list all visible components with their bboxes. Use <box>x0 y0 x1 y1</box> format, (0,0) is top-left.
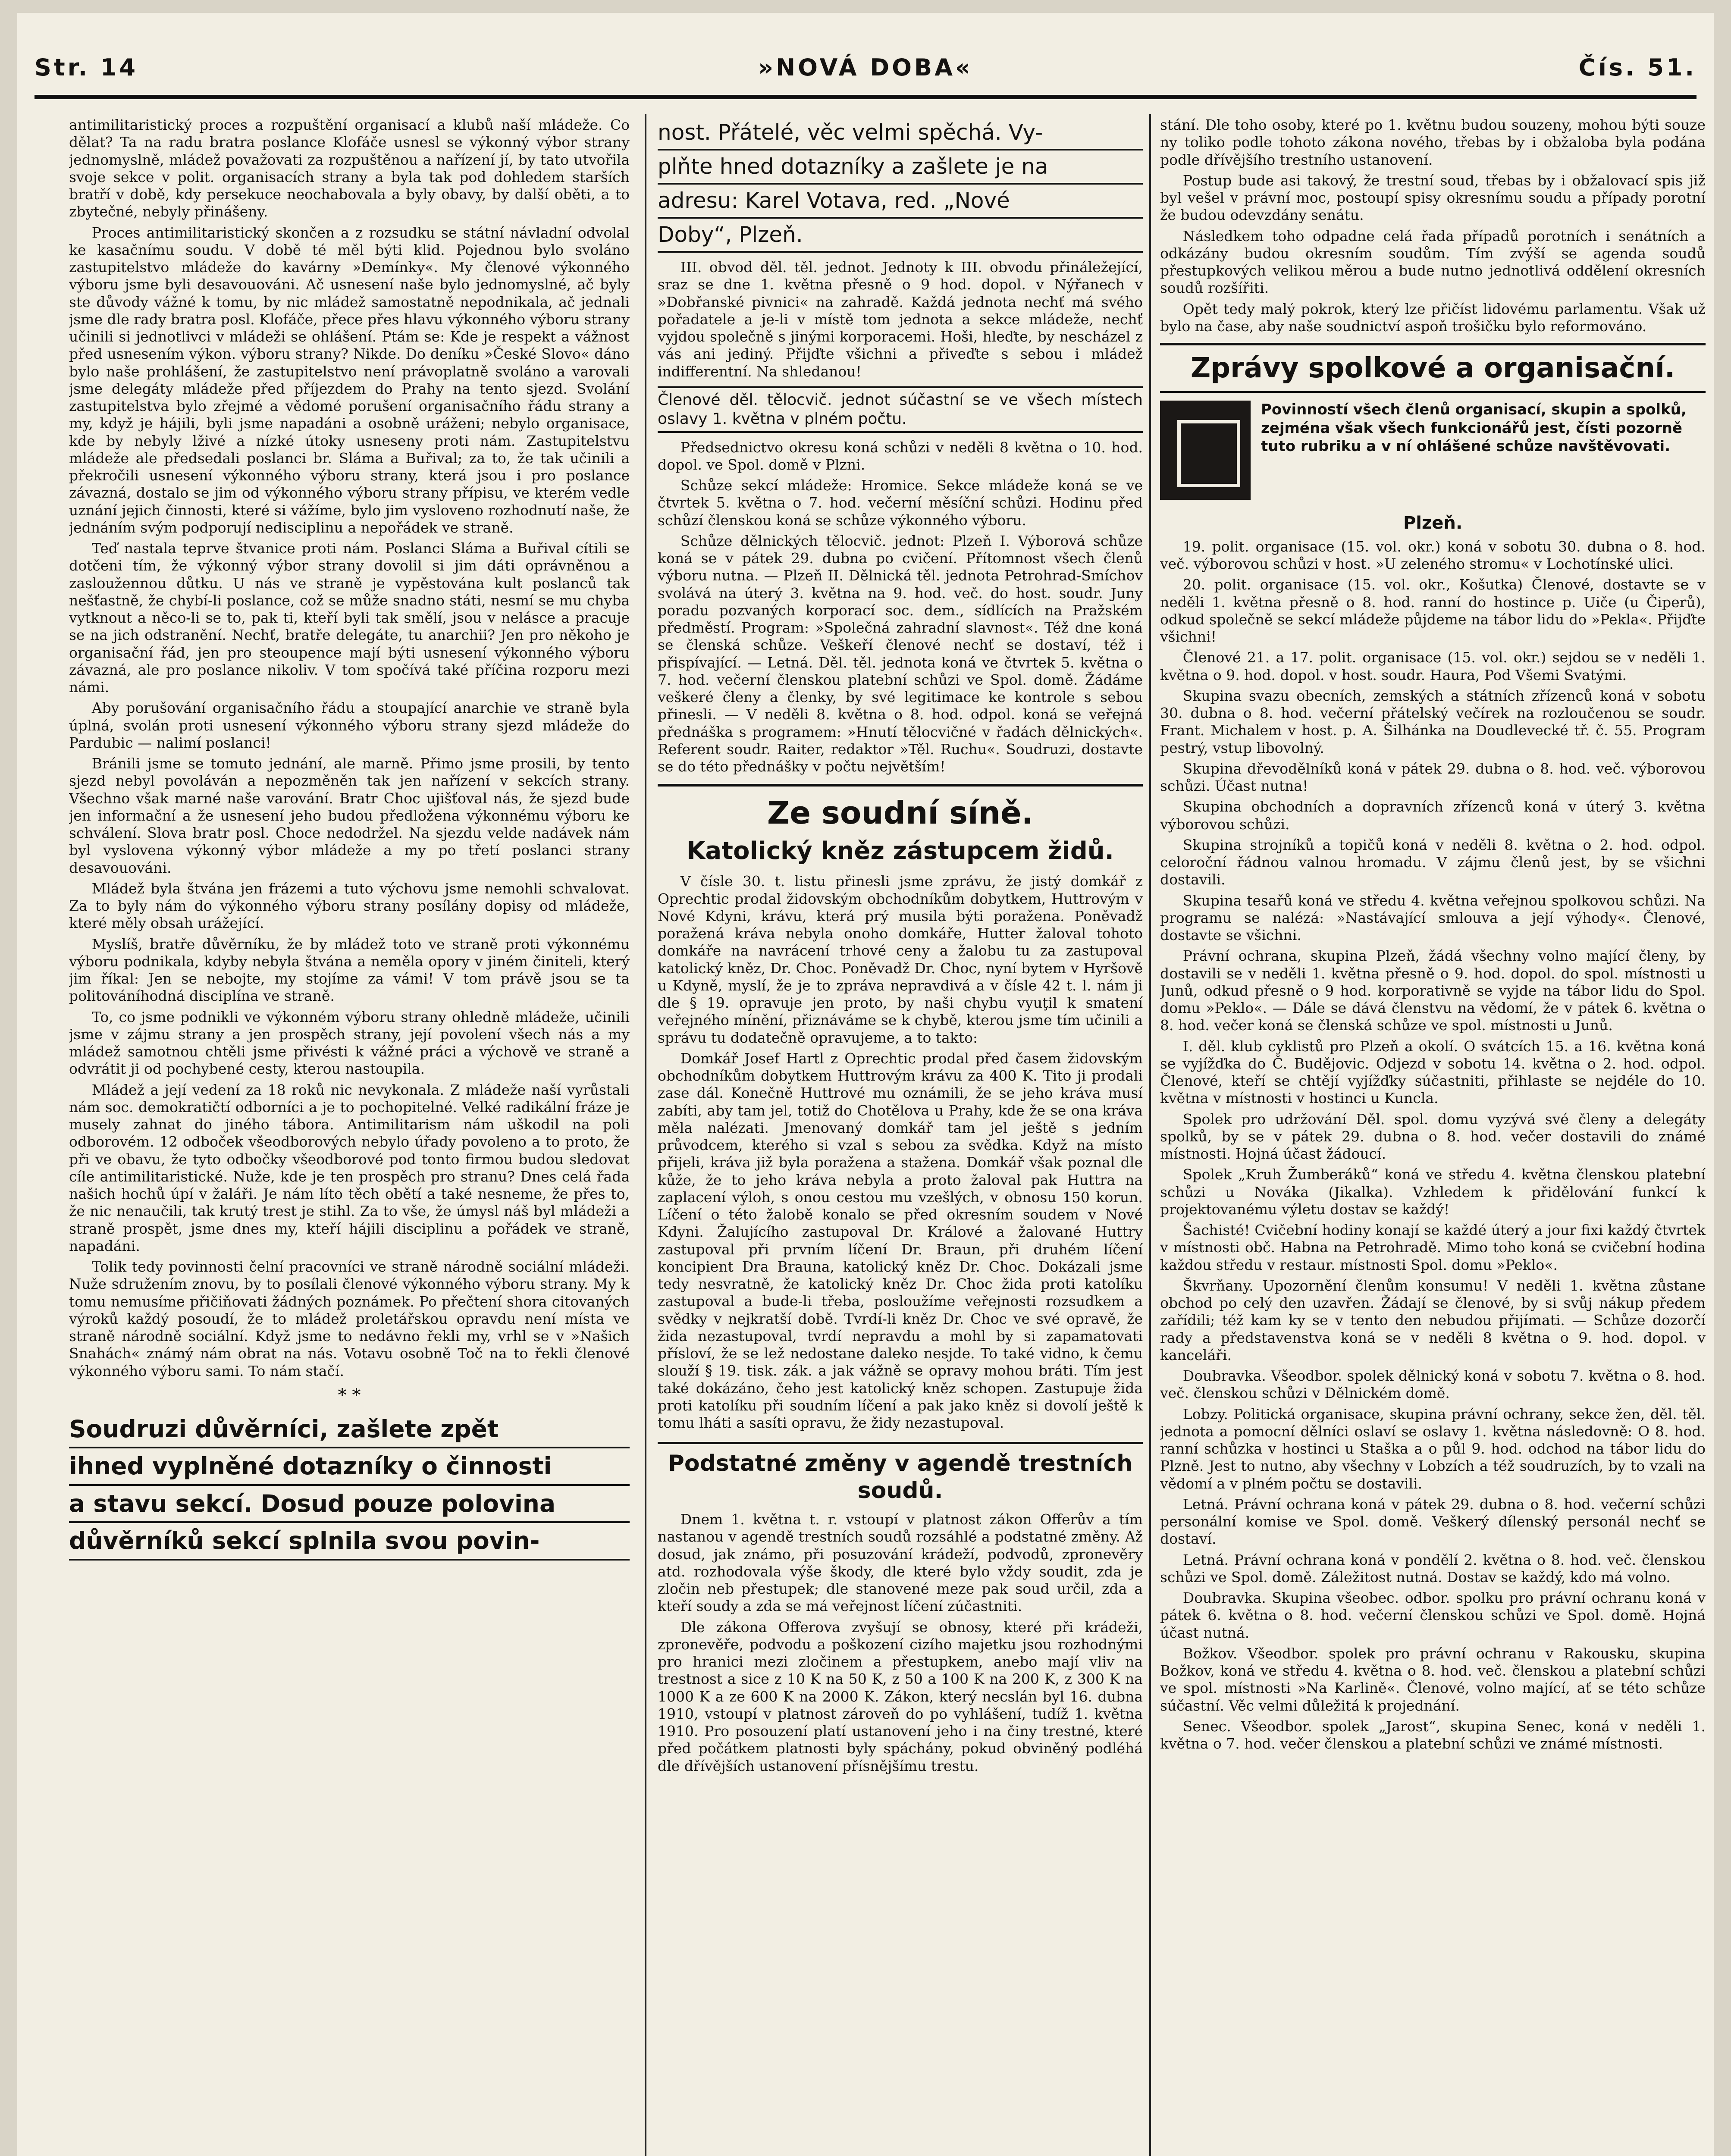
appeal-notice <box>69 1411 630 1561</box>
announcement: Členové 21. a 17. polit. organisace (15. vol. okr.) sejdou se v neděli 1. května o 9. hod. dopol. v host. soudr. Haura, Pod Všemi Svatými. <box>1160 649 1706 683</box>
appeal-notice-continued <box>658 116 1143 253</box>
column-2 <box>658 116 1143 2156</box>
announcement: Skupina tesařů koná ve středu 4. května veřejnou spolkovou schůzi. Na programu se nalézá: »Nastávající smlouva a její výhody«. Členové, dostavte se všichni. <box>1160 892 1706 944</box>
announcement: Skupina strojníků a topičů koná v neděli 8. května o 2. hod. odpol. celoroční řádnou valnou hromadu. V zájmu členů jest, by se všichni dostavili. <box>1160 836 1706 888</box>
appeal-line: ihned vyplněné dotazníky o činnosti <box>69 1448 630 1486</box>
boxed-notice: Členové děl. tělocvič. jednot súčastní se ve všech místech oslavy 1. května v plném počtu. <box>658 386 1143 433</box>
appeal-line: nost. Přátelé, věc velmi spěchá. Vy- <box>658 116 1143 150</box>
announcement: Schůze sekcí mládeže: Hromice. Sekce mládeže koná se ve čtvrtek 5. května o 7. hod. večerní měsíční schůzi. Hodinu před schůzí členskou koná se schůze výkonného výboru. <box>658 477 1143 529</box>
appeal-line: a stavu sekcí. Dosud pouze polovina <box>69 1486 630 1523</box>
header-rule <box>34 95 1697 99</box>
announcement: Senec. Všeodbor. spolek „Jarost“, skupina Senec, koná v neděli 1. května o 7. hod. večer členskou a platební schůzi ve známé místnosti. <box>1160 1717 1706 1752</box>
announcement: Skupina dřevodělníků koná v pátek 29. dubna o 8. hod. več. výborovou schůzi. Účast nutna! <box>1160 760 1706 795</box>
section-separator: * * <box>338 1385 361 1405</box>
article-title: Katolický kněz zástupcem židů. <box>687 837 1114 865</box>
paragraph: Myslíš, bratře důvěrníku, že by mládež toto ve straně proti výkonnému výboru podnikala, kdyby nebyla štvána a neměla opory v jiném činiteli, který jim říkal: Jen se nebojte, my stojíme za vámi! V tom právě jsou se ta politováníhodná disciplína ve straně. <box>69 935 630 1005</box>
section-intro <box>1160 401 1706 508</box>
column-divider <box>645 114 646 2156</box>
announcement: Letná. Právní ochrana koná v pátek 29. dubna o 8. hod. večerní schůzi personální komise ve Spol. domě. Veškerý dílenský personál nechť se dostaví. <box>1160 1495 1706 1548</box>
announcement: Doubravka. Všeodbor. spolek dělnický koná v sobotu 7. května o 8. hod. več. členskou schůzi v Dělnickém domě. <box>1160 1367 1706 1402</box>
article-title: Podstatné změny v agendě trestních soudů. <box>658 1442 1143 1504</box>
section-title: Ze soudní síně. <box>658 784 1143 832</box>
column-3 <box>1160 116 1706 2156</box>
paragraph: Následkem toho odpadne celá řada případů porotních i senátních a odkázány budou okresním soudům. Tím zvýší se agenda soudů přestupkových velikou měrou a bude nutno jednotlivá oddělení okresních soudů rozšířiti. <box>1160 227 1706 297</box>
page-number: Str. 14 <box>34 54 138 81</box>
announcement: 19. polit. organisace (15. vol. okr.) koná v sobotu 30. dubna o 8. hod. več. výborovou schůzi v host. »U zeleného stromu« v Lochotínské ulici. <box>1160 538 1706 573</box>
masthead: »NOVÁ DOBA« <box>758 54 973 81</box>
paragraph: Domkář Josef Hartl z Oprechtic prodal před časem židovským obchodníkům dobytkem Huttrovým krávu za 400 K. Tito ji prodali zase dál. Konečně Huttrové mu oznámili, že se jeho kráva musí zabíti, aby tam jel, totiž do Chotělova u Prahy, kde že se ona kráva měla nalézati. Jmenovaný domkář tam jel ještě s jedním průvodcem, kterého si vzal s sebou za svědka. Když na místo přijeli, kráva již byla poražena a stažena. Domkář však poznal dle kůže, že to jeho kráva nebyla a proto žaloval pak Huttra na zaplacení výloh, s onou cestou mu vzešlých, v obnosu 150 korun. Líčení o této žalobě konalo se před okresním soudem v Nové Kdyni. Žalujícího zastupoval Dr. Králové a žalované Huttry zastupoval při prvním líčení Dr. Braun, při druhém líčení koncipient Dra Brauna, katolický kněz Dr. Choc. Dokázali jsme tedy nesvratně, že katolický kněz Dr. Choc žida proti katolíku zastupoval a bude-li třeba, posloužíme veřejnosti rozsudkem a svědky v nejkratší době. Tvrdí-li kněz Dr. Choc ve své opravě, že žida nezastupoval, tvrdí nepravdu a mohl by si zapamatovati přísloví, že se lež nedostane daleko nesjde. To také vidno, k čemu slouží § 19. tisk. zák. a jak vážně se opravy mohou bráti. Tím jest také dokázáno, čeho jest katolický kněz schopen. Zastupuje žida proti katolíku při soudním líčení a pak jako kněz si dovolí ještě k tomu lháti a sasíti opravu, že židy nezastupoval. <box>658 1050 1143 1432</box>
paragraph: Proces antimilitaristický skončen a z rozsudku se státní návladní odvolal ke kasačnímu soudu. V době té měl býti klid. Pojednou bylo svoláno zastupitelstvo mládeže do kavárny »Demínky«. My členové výkonného výboru jsme byli desavouováni. Ač usnesení naše bylo jednomyslné, ač byly ste důvody vážné k tomu, by nic mládež samostatně nepodnikala, ač jednali jsme dle rady bratra posl. Klofáče, přece přes hlavu výkonného výboru strany učinili si jednotlivci v mládeži se ohlášení. Ptám se: Kde je respekt a vážnost před usnesením výkon. výboru strany? Nikde. Do deníku »České Slovo« dáno bylo naše prohlášení, že zastupitelstvo není právoplatně svoláno a varovali jsme delegáty mládeže před příjezdem do Prahy na tento sjezd. Svolání zastupitelstva bylo zřejmé a vědomé porušení organisačního řádu strany a my, když je hájili, byli jsme napadáni a osobně uráženi; nebylo organisace, kde by nebyly lživé a nízké útoky usneseny proti nám. Zastupitelstvu mládeže ale předsedali poslanci br. Sláma a Buřival; za to, že tak učinili a překročili usnesení výkonného výboru strany, která jsou i pro poslance závazná, dostalo se jim od výkonného výboru strany přípisu, ve kterém vedle uznání jejich činnosti, které si vážíme, bylo jim vysloveno rozhodnutí naše, že jednáním svým podporují nedisciplinu a nepořádek ve straně. <box>69 224 630 536</box>
paragraph: antimilitaristický proces a rozpuštění organisací a klubů naší mládeže. Co dělat? Ta na radu bratra poslance Klofáče usnesl se výkonný výbor strany jednomyslně, mládež považovati za rozpuštěnou a nařízení jí, by tato utvořila svoje sekce v polit. organisacích strany a byla tak pod dohledem starších bratří v době, kdy persekuce neochabovala a byly obavy, by další oběti, a to zbytečné, nebyly přinášeny. <box>69 116 630 220</box>
announcement: Předsednictvo okresu koná schůzi v neděli 8 května o 10. hod. dopol. ve Spol. domě v Plzni. <box>658 439 1143 473</box>
paragraph: Postup bude asi takový, že trestní soud, třebas by i obžalovací spis již byl vešel v právní moc, postoupí spisy okresnímu soudu a případy porotní že budou odevzdány senátu. <box>1160 172 1706 224</box>
paragraph: Dnem 1. května t. r. vstoupí v platnost zákon Offerův a tím nastanou v agendě trestních soudů rozsáhlé a podstatné změny. Až dosud, jak známo, při posuzování krádeží, podvodů, zpronevěry atd. rozhodovala výše škody, dle které bylo vždy soudit, zda je zločin neb přestupek; dle stanovené meze pak soud určil, zda a kteří soudy a zda se má veřejnost líčení zúčastniti. <box>658 1511 1143 1615</box>
paragraph: Mládež a její vedení za 18 roků nic nevykonala. Z mládeže naší vyrůstali nám soc. demokratičtí odborníci a je to pochopitelné. Velké radikální fráze je musely zahnat do jiného tábora. Antimilitarism nám uškodil na poli odborovém. 12 odboček všeodborových nebylo úřady povoleno a to proto, že při ve obavu, že tyto odbočky všeodborové pod tonto firmou budou sledovat cíle antimilitaristické. Nuže, kde je ten prospěch pro stranu? Dnes celá řada našich hochů úpí v žaláři. Je nám líto těch obětí a také nesneme, že přes to, že nic nenaučili, tak krutý trest je stihl. Za to vše, že úmysl náš byl mládeži a straně prospět, jsme dnes my, kteří hájili disciplinu a pořádek ve straně, napadáni. <box>69 1081 630 1254</box>
announcement: I. děl. klub cyklistů pro Plzeň a okolí. O svátcích 15. a 16. května koná se vyjížďka do Č. Budějovic. Odjezd v sobotu 14. května o 2. hod. odpol. Členové, kteří se chtějí vyjížďky súčastniti, přihlaste se nejdéle do 10. května v místnosti v hostinci u Kuncla. <box>1160 1037 1706 1107</box>
announcement: Letná. Právní ochrana koná v pondělí 2. května o 8. hod. več. členskou schůzi ve Spol. domě. Záležitost nutná. Dostav se každý, kdo má volno. <box>1160 1551 1706 1586</box>
section-title: Zprávy spolkové a organisační. <box>1160 343 1706 393</box>
announcement: Lobzy. Politická organisace, skupina právní ochrany, sekce žen, děl. těl. jednota a pomocní dělníci oslaví se oslavy 1. května následovně: O 8. hod. ranní schůzka v hostinci u Staška a o půl 9. hod. odchod na tábor lidu do Plzně. Jest to nutno, aby všechny v Lobzích a též soudruzích, by to vzali na vědomí a v plném počtu se dostavili. <box>1160 1405 1706 1492</box>
appeal-line: plňte hned dotazníky a zašlete je na <box>658 150 1143 185</box>
emblem-icon <box>1160 401 1251 500</box>
paragraph: Mládež byla štvána jen frázemi a tuto výchovu jsme nemohli schvalovat. Za to byly nám do výkonného výboru strany posílány dopisy od mládeže, které měly obsah urážející. <box>69 880 630 932</box>
announcement: Božkov. Všeodbor. spolek pro právní ochranu v Rakousku, skupina Božkov, koná ve středu 4. května o 8. hod. več. členskou a platební schůzi ve spol. místnosti »Na Karlině«. Členové, volno mající, ať se této schůze súčastní. Věc velmi důležitá k projednání. <box>1160 1645 1706 1714</box>
announcement: Spolek pro udržování Děl. spol. domu vyzývá své členy a delegáty spolků, by se v pátek 29. dubna o 8. hod. večer dostavili do známé místnosti. Hojná účast žádoucí. <box>1160 1110 1706 1163</box>
announcement: III. obvod děl. těl. jednot. Jednoty k III. obvodu přináležející, sraz se dne 1. května přesně o 9 hod. dopol. v Nýřanech v »Dobřanské pivnici« na zahradě. Každá jednota nechť má svého pořadatele a je-li v místě tom jednota a sekce mládeže, nechť vyjdou společně s jinými korporacemi. Hoši, hleďte, by nescházel z vás ani jediný. Přijďte všichni a přiveďte s sebou i mládež indifferentní. Na shledanou! <box>658 259 1143 380</box>
paragraph: Tolik tedy povinnosti čelní pracovníci ve straně národně sociální mládeži. Nuže sdružením znovu, by to posílali členové výkonného výboru strany. My k tomu nemusíme přičiňovati žádných poznámek. Po přečtení shora citovaných výroků každý posoudí, že to mládež proletářskou opravdu není místa ve straně národně sociální. Když jsme to nedávno řekli my, vrhl se v »Našich Snahách« známý nám obrat na nás. Votavu osobně Toč na to řekli členové výkonného výboru sami. To nám stačí. <box>69 1258 630 1379</box>
announcement: Doubravka. Skupina všeobec. odbor. spolku pro právní ochranu koná v pátek 6. května o 8. hod. večerní členskou schůzi ve Spol. domě. Hojná účast nutná. <box>1160 1589 1706 1641</box>
announcement: Škvrňany. Upozornění členům konsumu! V neděli 1. května zůstane obchod po celý den uzavřen. Žádají se členové, by si svůj nákup předem zařídili; též kam ky se v tento den nebudou přijímati. — Schůze dozorčí rady a představenstva koná se v neděli 8 května o 9. hod. dopol. v kanceláři. <box>1160 1277 1706 1363</box>
column-1 <box>69 116 630 2156</box>
paragraph: Opět tedy malý pokrok, který lze přičíst lidovému parlamentu. Však už bylo na čase, aby naše soudnictví aspoň trošičku bylo reformováno. <box>1160 300 1706 335</box>
paragraph: To, co jsme podnikli ve výkonném výboru strany ohledně mládeže, učinili jsme v zájmu strany a jen prospěch strany, její povolení všech nás a my mládež samotnou chtěli jsme přivésti k vážné práci a výchově ve straně a odvrátit ji od pochybené cesty, kterou nastoupila. <box>69 1008 630 1078</box>
paragraph: Teď nastala teprve štvanice proti nám. Poslanci Sláma a Buřival cítili se dotčeni tím, že výkonný výbor strany dovolil si jim dáti oprávněnou a zasloužennou důtku. U nás ve straně je vypěstována kult poslanců tak nešťastně, že chybí-li poslance, což se může snadno státi, nesmí se mu chyba vytknout a něco-li se to, pak ti, kteří byli tak smělí, jsou v nelásce a pracuje se na jich odstranění. Nechť, bratře delegáte, tu anarchii? Jen pro někoho je organisační řád, jen pro steoupence mají býti usnesení výkonného výboru závazná, ale pro poslance nikoliv. V tom spočívá také příčina rozporu mezi námi. <box>69 540 630 696</box>
announcement: Šachisté! Cvičební hodiny konají se každé úterý a jour fixi každý čtvrtek v místnosti obč. Habna na Petrohradě. Mimo toho koná se cvičební hodina každou středu v restaur. místnosti Spol. domu »Peklo«. <box>1160 1222 1706 1273</box>
newspaper-page <box>17 13 1714 2156</box>
appeal-line: důvěrníků sekcí splnila svou povin- <box>69 1523 630 1561</box>
paragraph: V čísle 30. t. listu přinesli jsme zprávu, že jistý domkář z Oprechtic prodal židovským obchodníkům dobytkem, Huttrovým v Nové Kdyni, krávu, která prý musila býti poražena. Poněvadž poražená kráva nebyla onoho domkáře, Hutter žaloval tohoto domkáře na navrácení trhové ceny a žalobu tu za zastupoval katolický kněz, Dr. Choc. Poněvadž Dr. Choc, nyní bytem v Hyršově u Kdyně, myslí, že je to zpráva nepravdivá a v čísle 42 t. l. nám ji dle § 19. opravuje jen proto, by naši chybu vyuţil k smatení veřejného mínění, přiznáváme se k chybě, kterou jsme tím učinili a správu tu dodatečně opravujeme, a to takto: <box>658 873 1143 1046</box>
paragraph: Bránili jsme se tomuto jednání, ale marně. Přimo jsme prosili, by tento sjezd nebyl povoláván a nepozměněn tak jen nařízení v sekcích strany. Všechno však marné naše varování. Bratr Choc ujišťoval nás, že sjezd bude jen informační a že usnesení jeho budou předložena výkonnému výboru ke schválení. Slova bratr posl. Choce nedodržel. Na sjezdu velde nadávek nám byl vyslovena výkonný výbor mládeže a my po třetí poslanci strany desavouováni. <box>69 755 630 876</box>
paragraph: stání. Dle toho osoby, které po 1. květnu budou souzeny, mohou býti souze ny toliko podle tohoto zákona nového, třebas by i obžaloba byla podána podle dřívějšího trestního ustanovení. <box>1160 116 1706 168</box>
announcement: 20. polit. organisace (15. vol. okr., Košutka) Členové, dostavte se v neděli 1. května přesně o 8. hod. ranní do hostince p. Uiče (u Čiperů), odkud společně se sekcí mládeže půjdeme na tábor lidu do »Pekla«. Přijďte všichni! <box>1160 576 1706 646</box>
issue-number: Čís. 51. <box>1578 54 1697 81</box>
city-heading: Plzeň. <box>1403 513 1463 533</box>
announcement: Právní ochrana, skupina Plzeň, žádá všechny volno mající členy, by dostavili se v neděli 1. května přesně o 9. hod. dopol. do spol. místnosti u Junů, odkud přesně o 9 hod. korporativně se vyjde na tábor lidu do Spol. domu »Peklo«. — Dále se dává členstvu na vědomí, že v pátek 6. května o 8. hod. večer koná se členská schůze ve spol. místnosti u Junů. <box>1160 947 1706 1034</box>
announcement: Schůze dělnických tělocvič. jednot: Plzeň I. Výborová schůze koná se v pátek 29. dubna po cvičení. Přítomnost všech členů výboru nutna. — Plzeň II. Dělnická těl. jednota Petrohrad-Smíchov svolává na úterý 3. května na 9. hod. več. do host. soudr. Juny poradu pozvaných korporací soc. dem., sídlících na Pražském předměstí. Program: »Společná zahradní slavnost«. Též dne koná se členská schůze. Veškeří členové nechť se dostaví, též i přispívající. — Letná. Děl. těl. jednota koná ve čtvrtek 5. května o 7. hod. večerní členskou platební schůzi ve Spol. domě. Žádáme veškeré členy a členky, by své legitimace ke kontrole s sebou přinesli. — V neděli 8. května o 8. hod. odpol. koná se veřejná přednáška s programem: »Hnutí tělocvičné v řadách dělnických«. Referent soudr. Raiter, redaktor »Těl. Ruchu«. Soudruzi, dostavte se do této přednášky v počtu největším! <box>658 532 1143 775</box>
intro-text: Povinností všech členů organisací, skupin a spolků, zejména však všech funkcionářů jest, čísti pozorně tuto rubriku a v ní ohlášené schůze navštěvovati. <box>1261 401 1687 455</box>
announcement: Skupina svazu obecních, zemských a státních zřízenců koná v sobotu 30. dubna o 8. hod. večerní přátelský večírek na rozloučenou se soudr. Frant. Michalem v host. p. A. Šilhánka na Doudlevecké tř. č. 55. Program pestrý, vstup libovolný. <box>1160 687 1706 756</box>
paragraph: Aby porušování organisačního řádu a stoupající anarchie ve straně byla úplná, svolán proti usnesení výkonného výboru strany sjezd mládeže do Pardubic — nalimí poslanci! <box>69 699 630 751</box>
appeal-line: adresu: Karel Votava, red. „Nové <box>658 185 1143 219</box>
announcement: Spolek „Kruh Žumberáků“ koná ve středu 4. května členskou platební schůzi u Nováka (Jikalka). Vzhledem k přidělování funkcí k projektovanému výletu dostav se každý! <box>1160 1166 1706 1218</box>
column-divider <box>1149 114 1151 2156</box>
appeal-line: Soudruzi důvěrníci, zašlete zpět <box>69 1411 630 1449</box>
announcement: Skupina obchodních a dopravních zřízenců koná v úterý 3. května výborovou schůzi. <box>1160 798 1706 833</box>
paragraph: Dle zákona Offerova zvyšují se obnosy, které při krádeži, zpronevěře, podvodu a poškození cizího majetku jsou rozhodnými pro hranici mezi zločinem a přestupkem, anebo mají vliv na trestnost a sice z 10 K na 50 K, z 50 a 100 K na 200 K, z 300 K na 1000 K a ze 600 K na 2000 K. Zákon, který necslán byl 16. dubna 1910, vstoupí v platnost zároveň do po vyhlášení, tudíž 1. května 1910. Pro posouzení platí ustanovení jeho i na činy trestné, které před počátkem platnosti byly spáchány, pokud obviněný podléhá dle dřívějších ustanovení přísnějšímu trestu. <box>658 1618 1143 1774</box>
appeal-line: Doby“, Plzeň. <box>658 219 1143 253</box>
page-header <box>34 54 1697 93</box>
